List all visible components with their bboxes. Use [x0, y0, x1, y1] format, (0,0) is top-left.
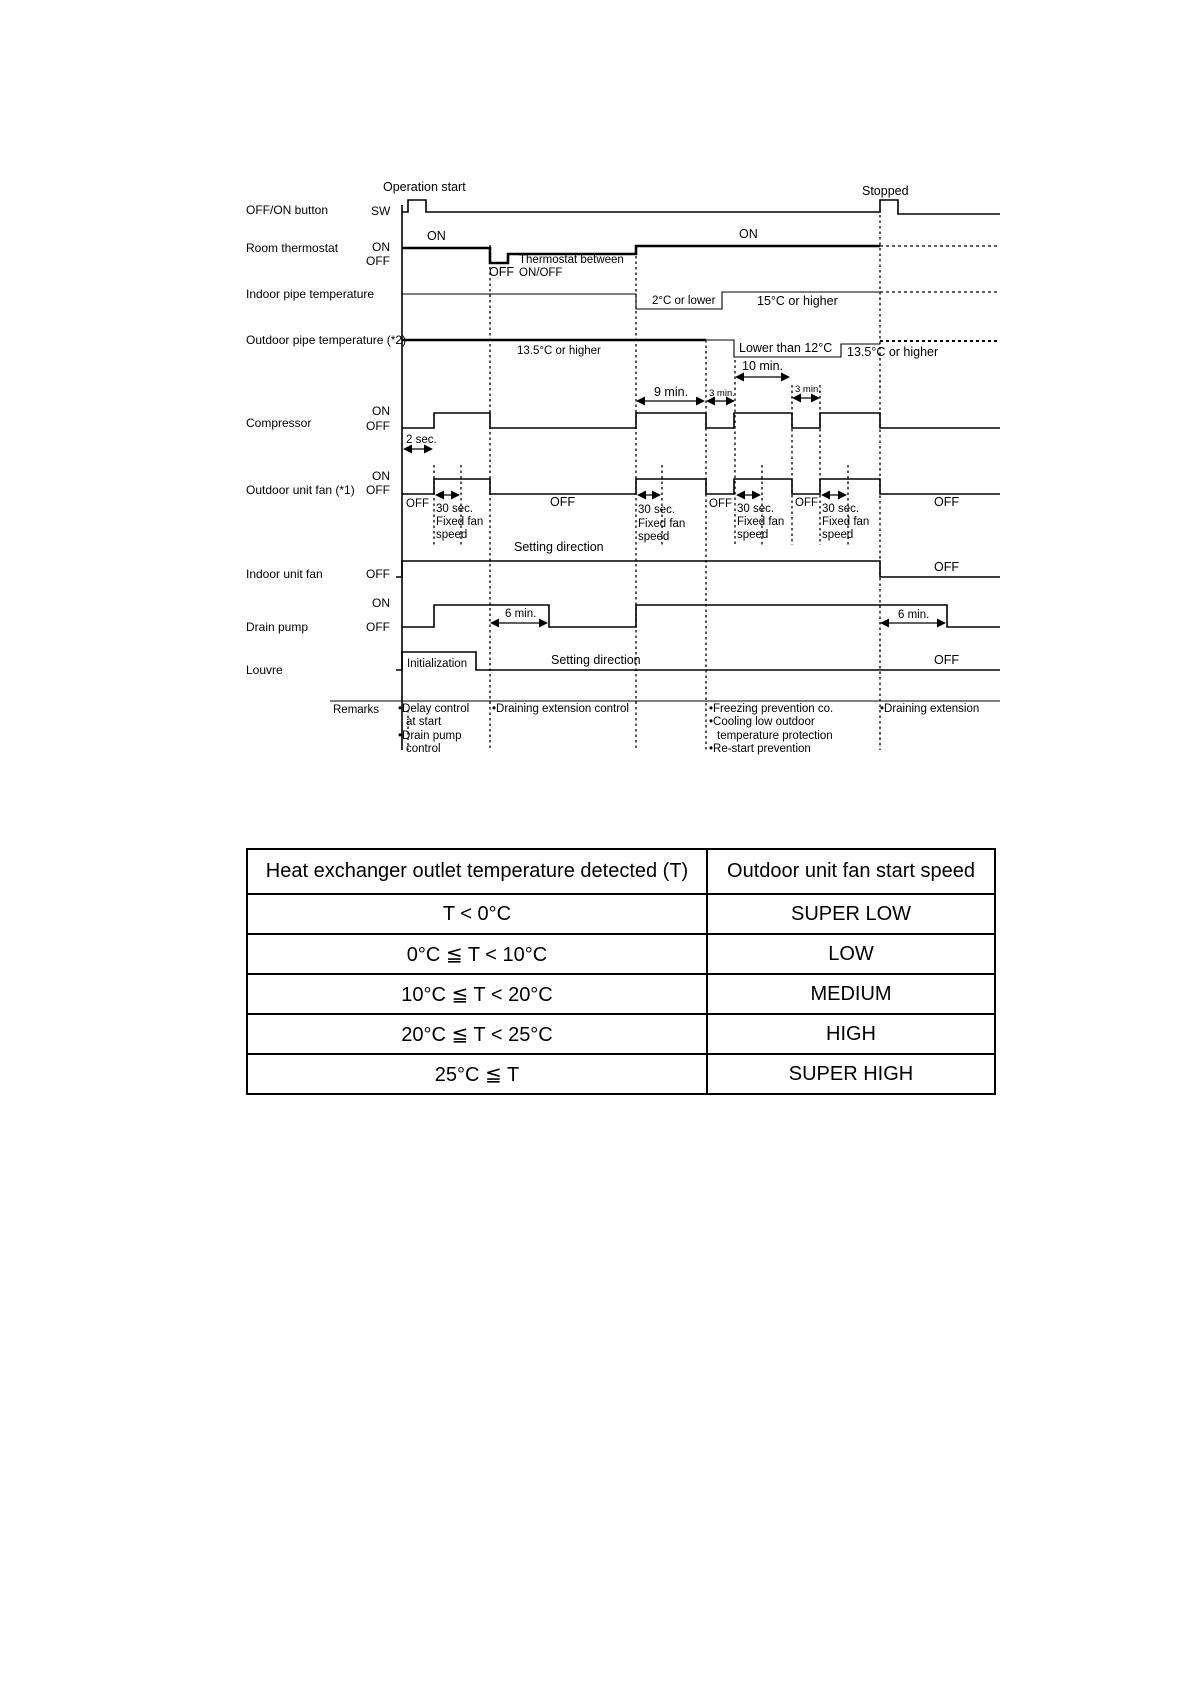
signal-name-room-thermostat: Room thermostat: [246, 241, 339, 255]
setting-direction-1: Setting direction: [514, 540, 604, 554]
indoor-fan-waveform: [396, 561, 1000, 577]
fan-off-5: OFF: [934, 495, 959, 509]
svg-text:•Cooling low outdoor: •Cooling low outdoor: [709, 716, 815, 728]
header-temperature: Heat exchanger outlet temperature detected (T): [247, 849, 707, 894]
svg-text:at start: at start: [406, 716, 442, 728]
speed-cell: HIGH: [707, 1014, 995, 1054]
remarks-label: Remarks: [333, 704, 380, 716]
state-label-sw: SW: [371, 204, 391, 218]
compressor-waveform: [402, 413, 1000, 428]
state-label-drain-on: ON: [372, 596, 390, 610]
fixed-speed-note-2: [638, 504, 685, 543]
table-row: [247, 974, 995, 1014]
temperature-cell: T < 0°C: [247, 894, 707, 934]
outdoor-fan-waveform: [402, 479, 1000, 494]
svg-text:speed: speed: [436, 529, 468, 541]
svg-text:30 sec.: 30 sec.: [436, 503, 474, 515]
table-header-row: [247, 849, 995, 894]
remarks-col-3: [709, 703, 833, 755]
timer-3min-b: 3 min.: [795, 384, 821, 395]
louvre-off-label: OFF: [934, 653, 959, 667]
svg-text:•Re-start prevention: •Re-start prevention: [709, 743, 811, 755]
signal-name-compressor: Compressor: [246, 416, 312, 430]
state-label-thermo-on: ON: [372, 240, 390, 254]
timer-10min: 10 min.: [742, 359, 783, 373]
state-label-comp-off: OFF: [366, 419, 390, 433]
indoor-low-label: 2°C or lower: [652, 295, 716, 307]
timer-6min-b: 6 min.: [898, 609, 930, 621]
fan-off-4: OFF: [795, 497, 818, 509]
stopped-label: Stopped: [862, 184, 909, 198]
svg-text:speed: speed: [638, 531, 670, 543]
svg-text:Fixed fan: Fixed fan: [822, 516, 870, 528]
svg-text:•Draining extension: •Draining extension: [880, 703, 980, 715]
state-label-thermo-off: OFF: [366, 254, 390, 268]
fan-off-1: OFF: [406, 498, 429, 510]
fan-speed-table: [246, 848, 996, 1095]
svg-text:Fixed fan: Fixed fan: [638, 518, 686, 530]
event-lines: [402, 205, 880, 750]
speed-cell: LOW: [707, 934, 995, 974]
signal-name-louvre: Louvre: [246, 663, 283, 677]
signal-name-outdoor-fan: Outdoor unit fan (*1): [246, 483, 355, 497]
timer-6min-a: 6 min.: [505, 608, 537, 620]
state-label-ofan-off: OFF: [366, 483, 390, 497]
timing-chart: [0, 0, 1190, 780]
switch-waveform: [402, 200, 1000, 214]
thermostat-between-2: ON/OFF: [519, 267, 563, 279]
state-label-drain-off: OFF: [366, 620, 390, 634]
fan-off-3: OFF: [709, 498, 732, 510]
svg-text:Fixed fan: Fixed fan: [436, 516, 484, 528]
svg-text:30 sec.: 30 sec.: [638, 504, 676, 516]
svg-text:control: control: [406, 743, 441, 755]
indoor-high-label: 15°C or higher: [757, 294, 838, 308]
state-label-ifan-off: OFF: [366, 567, 390, 581]
svg-text:30 sec.: 30 sec.: [822, 503, 860, 515]
state-label-comp-on: ON: [372, 404, 390, 418]
remarks-col-1: [398, 703, 469, 755]
fixed-speed-note-1: [436, 503, 483, 541]
temperature-cell: 20°C ≦ T < 25°C: [247, 1014, 707, 1054]
signal-name-switch: OFF/ON button: [246, 203, 329, 217]
temperature-cell: 10°C ≦ T < 20°C: [247, 974, 707, 1014]
signal-name-drain-pump: Drain pump: [246, 620, 309, 634]
table-row: [247, 934, 995, 974]
thermostat-off: OFF: [489, 265, 514, 279]
timer-2sec: 2 sec.: [406, 434, 437, 446]
svg-text:temperature protection: temperature protection: [717, 730, 833, 742]
temperature-cell: 25°C ≦ T: [247, 1054, 707, 1094]
timer-9min: 9 min.: [654, 385, 689, 399]
thermostat-on-1: ON: [427, 229, 446, 243]
thermostat-on-2: ON: [739, 227, 758, 241]
svg-text:•Delay control: •Delay control: [398, 703, 470, 715]
louvre-initialization: Initialization: [407, 658, 468, 670]
remarks-col-2: [492, 703, 629, 715]
svg-text:•Draining extension control: •Draining extension control: [492, 703, 629, 715]
timer-3min-a: 3 min.: [709, 388, 735, 399]
table-row: [247, 1014, 995, 1054]
table-row: [247, 1054, 995, 1094]
setting-direction-2: Setting direction: [551, 653, 641, 667]
outdoor-high-1-label: 13.5°C or higher: [517, 345, 601, 357]
svg-text:speed: speed: [737, 529, 769, 541]
fan-off-2: OFF: [550, 495, 575, 509]
svg-text:30 sec.: 30 sec.: [737, 503, 775, 515]
indoor-fan-off-label: OFF: [934, 560, 959, 574]
svg-text:•Drain pump: •Drain pump: [398, 730, 462, 742]
table-row: [247, 894, 995, 934]
fixed-speed-note-3: [737, 503, 784, 541]
outdoor-high-2-label: 13.5°C or higher: [847, 345, 939, 359]
thermostat-between-1: Thermostat between: [519, 254, 624, 266]
speed-cell: MEDIUM: [707, 974, 995, 1014]
speed-cell: SUPER HIGH: [707, 1054, 995, 1094]
signal-name-indoor-pipe: Indoor pipe temperature: [246, 287, 375, 301]
header-fan-speed: Outdoor unit fan start speed: [707, 849, 995, 894]
thermostat-waveform: [402, 246, 880, 263]
fixed-speed-note-4: [822, 503, 869, 541]
temperature-cell: 0°C ≦ T < 10°C: [247, 934, 707, 974]
remarks-col-4: [880, 703, 979, 715]
svg-text:Fixed fan: Fixed fan: [737, 516, 785, 528]
svg-text:•Freezing prevention co.: •Freezing prevention co.: [709, 703, 834, 715]
outdoor-low-label: Lower than 12°C: [739, 341, 833, 355]
signal-name-indoor-fan: Indoor unit fan: [246, 567, 323, 581]
signal-name-outdoor-pipe: Outdoor pipe temperature (*2): [246, 333, 407, 347]
speed-cell: SUPER LOW: [707, 894, 995, 934]
louvre-waveform: [396, 652, 1000, 670]
state-label-ofan-on: ON: [372, 469, 390, 483]
svg-text:speed: speed: [822, 529, 854, 541]
operation-start-label: Operation start: [383, 180, 466, 194]
